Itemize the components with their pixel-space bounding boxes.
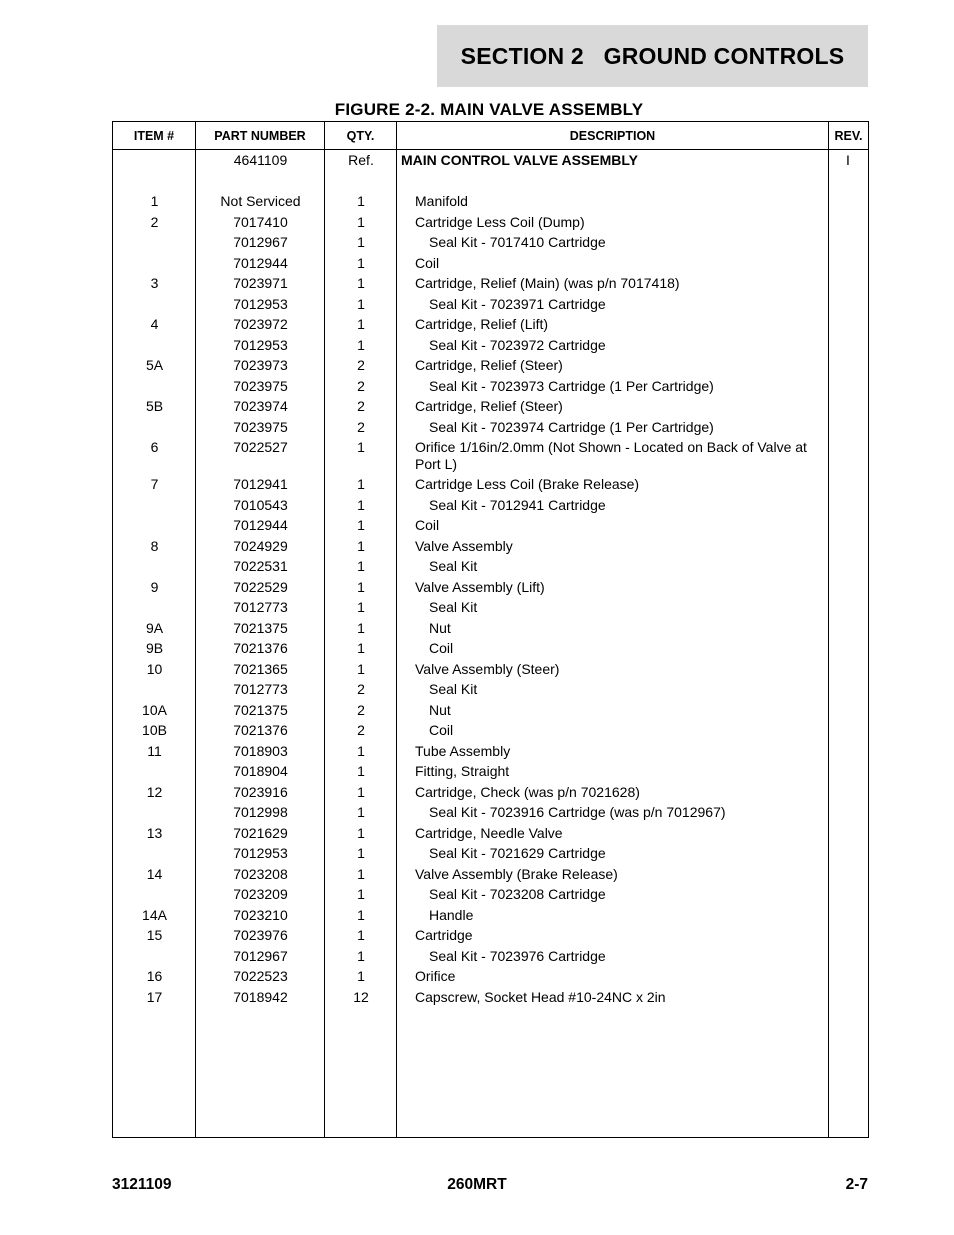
description: Seal Kit - 7012941 Cartridge	[429, 496, 606, 513]
description: MAIN CONTROL VALVE ASSEMBLY	[401, 152, 638, 168]
quantity: 1	[357, 742, 365, 759]
description: Cartridge Less Coil (Brake Release)	[415, 476, 640, 492]
table-row	[113, 437, 868, 474]
table-row	[113, 679, 868, 700]
description: Seal Kit - 7023208 Cartridge	[429, 886, 606, 902]
part-number: 7021375	[233, 619, 288, 636]
quantity: 1	[357, 906, 365, 923]
item-number: 16	[146, 968, 163, 984]
table-row	[113, 556, 868, 577]
quantity: 1	[357, 886, 365, 902]
table-row	[113, 191, 868, 212]
description: Cartridge, Relief (Main) (was p/n 7017418)	[415, 275, 680, 291]
revision	[828, 536, 868, 557]
part-number: 7023972	[233, 316, 288, 332]
table-row	[113, 720, 868, 741]
item-number	[113, 171, 196, 192]
footer-page-number: 2-7	[845, 1176, 868, 1193]
revision: I	[846, 152, 850, 168]
item-number: 9	[150, 578, 159, 595]
section-title: SECTION 2 GROUND CONTROLS	[460, 42, 845, 69]
quantity: 2	[357, 377, 365, 394]
table-row	[113, 335, 868, 356]
item-number: 2	[150, 213, 159, 230]
item-number: 10	[146, 660, 163, 677]
revision	[828, 515, 868, 536]
part-number: 7023975	[233, 377, 288, 394]
item-number: 4	[150, 316, 159, 332]
description: Cartridge, Relief (Lift)	[415, 316, 549, 332]
table-row	[113, 638, 868, 659]
revision	[828, 843, 868, 864]
section-header	[437, 25, 868, 87]
part-number: 7017410	[233, 213, 288, 230]
quantity: 1	[357, 439, 365, 455]
item-number: 5B	[145, 398, 164, 414]
description: Orifice	[415, 968, 456, 984]
table-row	[113, 925, 868, 946]
footer-document-number: 3121109	[112, 1176, 172, 1193]
item-number	[113, 417, 196, 438]
description: Valve Assembly (Steer)	[415, 660, 560, 677]
item-number: 5A	[145, 357, 164, 373]
table-row	[113, 396, 868, 417]
description: Handle	[429, 906, 474, 923]
revision	[828, 987, 868, 1008]
description: Valve Assembly (Lift)	[415, 578, 545, 595]
item-number: 8	[150, 537, 159, 554]
part-number: 7022529	[233, 578, 288, 595]
header-rev: REV.	[834, 128, 863, 143]
table-row	[113, 376, 868, 397]
description: Cartridge, Relief (Steer)	[415, 398, 563, 414]
revision	[828, 700, 868, 721]
description: Coil	[429, 722, 454, 738]
quantity: 1	[357, 599, 365, 615]
quantity: 1	[357, 234, 365, 250]
part-number: 7010543	[233, 496, 288, 513]
item-number: 6	[150, 439, 159, 455]
part-number: 7018904	[233, 763, 288, 779]
item-number: 9A	[145, 619, 164, 636]
item-number: 7	[150, 476, 159, 492]
part-number: Not Serviced	[220, 193, 301, 209]
part-number: 7023971	[233, 275, 288, 291]
header-item: ITEM #	[133, 128, 175, 143]
item-number	[113, 335, 196, 356]
table-row	[113, 864, 868, 885]
table-row	[113, 515, 868, 536]
revision	[828, 884, 868, 905]
revision	[828, 659, 868, 680]
description: Nut	[429, 619, 451, 636]
revision	[828, 741, 868, 762]
item-number	[113, 946, 196, 967]
revision	[828, 253, 868, 274]
item-number: 10A	[142, 701, 167, 718]
item-number: 14A	[142, 906, 167, 923]
part-number: 7021365	[233, 660, 288, 677]
quantity: 1	[357, 496, 365, 513]
part-number: 7023208	[233, 865, 288, 882]
quantity: 1	[357, 295, 365, 312]
item-number: 11	[147, 742, 162, 759]
part-number: 7012998	[233, 804, 288, 820]
revision	[828, 925, 868, 946]
quantity: 12	[353, 988, 369, 1005]
part-number: 7021376	[233, 722, 288, 738]
header-qty: QTY.	[346, 128, 375, 143]
revision	[828, 905, 868, 926]
table-row	[113, 597, 868, 618]
part-number: 7021376	[233, 640, 288, 656]
footer-model: 260MRT	[447, 1176, 507, 1193]
parts-table	[112, 121, 869, 1138]
part-number: 7012967	[233, 234, 288, 250]
item-number	[113, 761, 196, 782]
item-number: 9B	[145, 640, 164, 656]
description: Coil	[415, 517, 440, 533]
part-number: 7018942	[233, 988, 288, 1005]
table-body	[113, 150, 868, 1007]
part-number: 7022531	[233, 558, 288, 574]
quantity: 1	[357, 968, 365, 984]
table-row	[113, 659, 868, 680]
part-number: 7023975	[233, 418, 288, 435]
quantity: 1	[357, 193, 365, 209]
part-number: 7012944	[233, 517, 288, 533]
part-number: 7023209	[233, 886, 288, 902]
revision	[828, 556, 868, 577]
item-number	[113, 495, 196, 516]
part-number: 7021375	[233, 701, 288, 718]
revision	[828, 335, 868, 356]
description: Seal Kit - 7023971 Cartridge	[429, 295, 606, 312]
quantity: 1	[357, 865, 365, 882]
part-number: 7012944	[233, 254, 288, 271]
description: Tube Assembly	[415, 742, 511, 759]
revision	[828, 273, 868, 294]
item-number	[113, 294, 196, 315]
table-row	[113, 884, 868, 905]
revision	[828, 823, 868, 844]
description: Manifold	[415, 193, 468, 209]
table-row	[113, 966, 868, 987]
part-number: 7023973	[233, 357, 288, 373]
table-row	[113, 150, 868, 171]
description: Seal Kit	[429, 599, 478, 615]
quantity: 1	[357, 476, 365, 492]
quantity: 2	[357, 701, 365, 718]
part-number: 7012941	[233, 476, 288, 492]
revision	[828, 597, 868, 618]
quantity: 1	[357, 336, 365, 353]
table-row	[113, 294, 868, 315]
table-row	[113, 232, 868, 253]
revision	[828, 618, 868, 639]
description: Seal Kit - 7023972 Cartridge	[429, 336, 606, 353]
part-number: 4641109	[233, 152, 288, 168]
table-row	[113, 314, 868, 335]
quantity: 1	[357, 660, 365, 677]
revision	[828, 577, 868, 598]
description: Cartridge, Check (was p/n 7021628)	[415, 783, 640, 800]
revision	[828, 761, 868, 782]
quantity: 2	[357, 418, 365, 435]
description: Capscrew, Socket Head #10-24NC x 2in	[415, 988, 666, 1005]
table-row	[113, 823, 868, 844]
description: Cartridge, Needle Valve	[415, 824, 563, 841]
quantity: 1	[357, 640, 365, 656]
description: Cartridge	[415, 927, 473, 943]
description: Seal Kit - 7023973 Cartridge (1 Per Cartridge)	[429, 377, 714, 394]
table-row	[113, 987, 868, 1008]
revision	[828, 191, 868, 212]
quantity: 1	[357, 927, 365, 943]
quantity: 1	[357, 275, 365, 291]
part-number: 7023976	[233, 927, 288, 943]
part-number: 7023210	[233, 906, 288, 923]
table-row	[113, 495, 868, 516]
quantity: 2	[357, 398, 365, 414]
description: Seal Kit	[429, 558, 478, 574]
table-row	[113, 741, 868, 762]
description: Cartridge Less Coil (Dump)	[415, 213, 585, 230]
item-number	[113, 515, 196, 536]
table-row	[113, 577, 868, 598]
revision	[828, 212, 868, 233]
revision	[828, 864, 868, 885]
revision	[828, 314, 868, 335]
table-row	[113, 618, 868, 639]
item-number	[113, 556, 196, 577]
revision	[828, 437, 868, 474]
description: Seal Kit - 7023916 Cartridge (was p/n 7012967)	[429, 804, 726, 820]
part-number: 7023916	[233, 783, 288, 800]
revision	[828, 638, 868, 659]
description: Seal Kit - 7023976 Cartridge	[429, 947, 606, 964]
description: Valve Assembly	[415, 537, 513, 554]
part-number: 7018903	[233, 742, 288, 759]
revision	[828, 232, 868, 253]
revision	[828, 294, 868, 315]
table-row	[113, 843, 868, 864]
item-number	[113, 843, 196, 864]
description: Fitting, Straight	[415, 763, 510, 779]
quantity: 2	[357, 722, 365, 738]
header-description: DESCRIPTION	[569, 128, 656, 143]
table-row	[113, 536, 868, 557]
item-number	[113, 376, 196, 397]
item-number: 3	[150, 275, 159, 291]
quantity: 1	[357, 517, 365, 533]
quantity: 1	[357, 537, 365, 554]
item-number	[113, 679, 196, 700]
quantity: 1	[357, 316, 365, 332]
part-number: 7022527	[233, 439, 288, 455]
item-number	[113, 597, 196, 618]
revision	[828, 966, 868, 987]
part-number	[196, 171, 325, 192]
table-row	[113, 253, 868, 274]
part-number: 7024929	[233, 537, 288, 554]
description	[397, 171, 828, 192]
description: Seal Kit - 7021629 Cartridge	[429, 845, 606, 861]
part-number: 7012773	[233, 681, 288, 697]
quantity: 1	[357, 947, 365, 964]
table-row	[113, 905, 868, 926]
revision	[828, 802, 868, 823]
description: Coil	[415, 254, 440, 271]
item-number: 10B	[142, 722, 167, 738]
revision	[828, 720, 868, 741]
revision	[828, 376, 868, 397]
revision	[828, 355, 868, 376]
quantity: 2	[357, 681, 365, 697]
quantity: 1	[357, 254, 365, 271]
description: Valve Assembly (Brake Release)	[415, 865, 618, 882]
table-row	[113, 946, 868, 967]
table-row	[113, 782, 868, 803]
quantity: 1	[357, 558, 365, 574]
quantity	[325, 171, 397, 192]
quantity: 1	[357, 213, 365, 230]
item-number	[113, 232, 196, 253]
table-row	[113, 273, 868, 294]
item-number: 17	[146, 988, 163, 1005]
quantity: 1	[357, 578, 365, 595]
description: Coil	[429, 640, 454, 656]
item-number: 15	[146, 927, 163, 943]
table-row	[113, 417, 868, 438]
item-number	[113, 253, 196, 274]
quantity: 1	[357, 619, 365, 636]
part-number: 7012953	[233, 845, 288, 861]
revision	[828, 782, 868, 803]
part-number: 7023974	[233, 398, 288, 414]
quantity: 1	[357, 845, 365, 861]
revision	[828, 946, 868, 967]
part-number: 7021629	[233, 824, 288, 841]
header-part-number: PART NUMBER	[214, 128, 306, 143]
description: Orifice 1/16in/2.0mm (Not Shown - Located on Back of Valve at Port L)	[415, 439, 807, 472]
description: Cartridge, Relief (Steer)	[415, 357, 563, 373]
revision	[828, 171, 868, 192]
revision	[828, 417, 868, 438]
description: Seal Kit - 7017410 Cartridge	[429, 234, 606, 250]
table-row	[113, 802, 868, 823]
description: Seal Kit	[429, 681, 478, 697]
quantity: 1	[357, 824, 365, 841]
description: Nut	[429, 701, 451, 718]
item-number: 1	[150, 193, 159, 209]
table-row	[113, 212, 868, 233]
revision	[828, 474, 868, 495]
quantity: 1	[357, 783, 365, 800]
item-number: 14	[146, 865, 163, 882]
table-row	[113, 355, 868, 376]
quantity: 1	[357, 763, 365, 779]
part-number: 7022523	[233, 968, 288, 984]
part-number: 7012953	[233, 295, 288, 312]
part-number: 7012967	[233, 947, 288, 964]
quantity: 1	[357, 804, 365, 820]
figure-title: FIGURE 2-2. MAIN VALVE ASSEMBLY	[334, 100, 644, 119]
revision	[828, 396, 868, 417]
quantity: Ref.	[348, 152, 374, 168]
revision	[828, 495, 868, 516]
table-row	[113, 700, 868, 721]
item-number	[113, 884, 196, 905]
part-number: 7012773	[233, 599, 288, 615]
item-number	[113, 150, 196, 171]
table-row	[113, 171, 868, 192]
part-number: 7012953	[233, 336, 288, 353]
item-number: 12	[146, 783, 163, 800]
table-row	[113, 761, 868, 782]
quantity: 2	[357, 357, 365, 373]
item-number: 13	[146, 824, 163, 841]
description: Seal Kit - 7023974 Cartridge (1 Per Cartridge)	[429, 418, 714, 435]
item-number	[113, 802, 196, 823]
revision	[828, 679, 868, 700]
table-row	[113, 474, 868, 495]
